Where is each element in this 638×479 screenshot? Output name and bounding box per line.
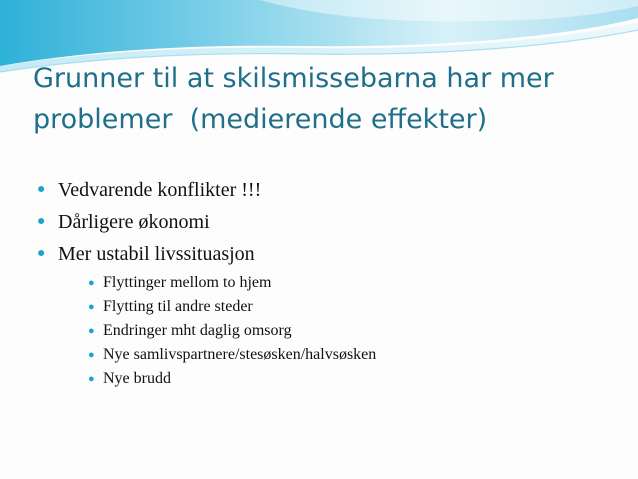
slide-title [33, 58, 623, 140]
bullet-dot-icon: ● [37, 182, 46, 197]
main-bullet-list [37, 174, 261, 270]
bullet-dot-icon: ● [88, 349, 95, 361]
bullet-text: Mer ustabil livssituasjon [58, 242, 255, 265]
bullet-dot-icon: ● [88, 301, 95, 313]
bullet-item [37, 238, 261, 270]
bullet-dot-icon: ● [37, 214, 46, 229]
sub-bullet-item [88, 271, 376, 295]
sub-bullet-item [88, 343, 376, 367]
sub-bullet-item [88, 367, 376, 391]
bullet-item [37, 174, 261, 206]
sub-bullet-item [88, 295, 376, 319]
sub-bullet-text: Nye samlivspartnere/stesøsken/halvsøsken [103, 346, 377, 363]
sub-bullet-text: Flyttinger mellom to hjem [103, 274, 272, 291]
bullet-text: Dårligere økonomi [58, 210, 210, 233]
bullet-dot-icon: ● [88, 373, 95, 385]
sub-bullet-text: Nye brudd [103, 370, 171, 387]
sub-bullet-item [88, 319, 376, 343]
sub-bullet-text: Endringer mht daglig omsorg [103, 322, 292, 339]
sub-bullet-text: Flytting til andre steder [103, 298, 253, 315]
bullet-dot-icon: ● [37, 246, 46, 261]
bullet-text: Vedvarende konflikter !!! [58, 178, 262, 201]
sub-bullet-list [88, 271, 376, 391]
slide-title-line2: problemer (medierende effekter) [33, 104, 488, 135]
bullet-item [37, 206, 261, 238]
bullet-dot-icon: ● [88, 277, 95, 289]
slide-title-line1: Grunner til at skilsmissebarna har mer [33, 63, 554, 94]
bullet-dot-icon: ● [88, 325, 95, 337]
